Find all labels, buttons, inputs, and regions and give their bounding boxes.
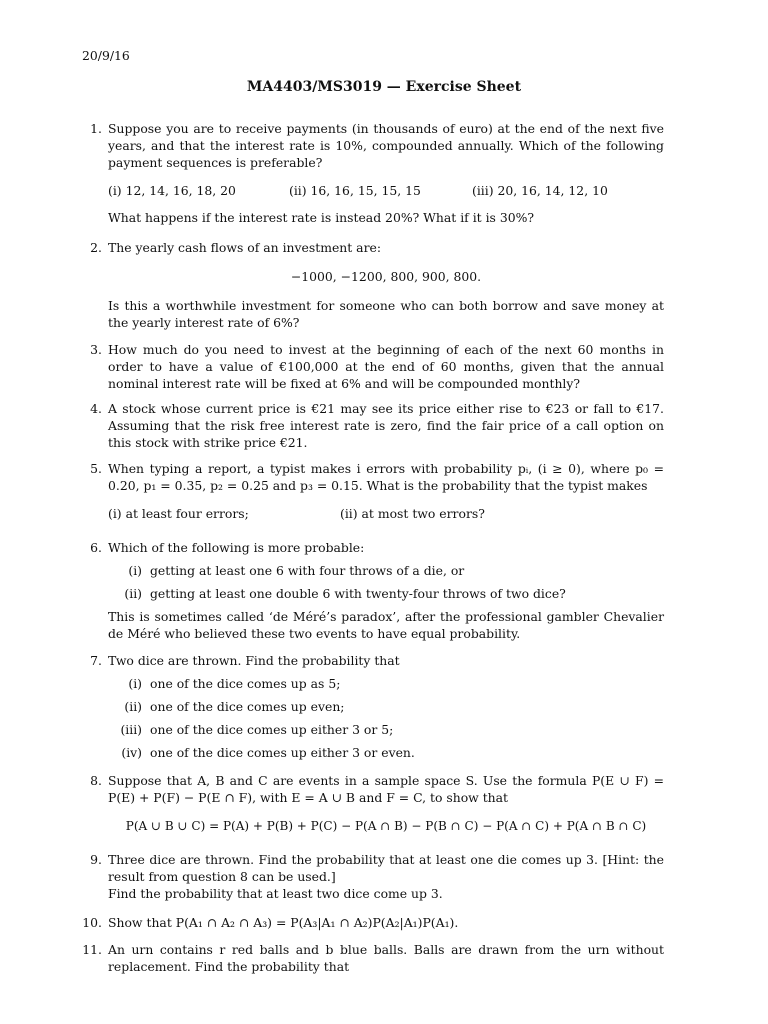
question-5: [82, 460, 664, 522]
question-number: 8.: [90, 773, 102, 788]
question-number: 4.: [90, 401, 102, 416]
question-followup: This is sometimes called ‘de Méré’s paradox’, after the professional gambler Chevalier de Méré who believed these two events to have equal probability.: [108, 609, 664, 641]
question-number: 11.: [82, 942, 102, 957]
sub-item: one of the dice comes up as 5;: [150, 676, 341, 691]
question-text: The yearly cash flows of an investment are:: [108, 240, 381, 255]
sub-label: (ii): [124, 586, 142, 601]
option-ii: (ii) at most two errors?: [340, 506, 485, 521]
question-number: 9.: [90, 852, 102, 867]
formula: P(A ∪ B ∪ C) = P(A) + P(B) + P(C) − P(A ∩ B) − P(B ∩ C) − P(A ∩ C) + P(A ∩ B ∩ C): [125, 819, 647, 833]
option-iii: (iii) 20, 16, 14, 12, 10: [472, 183, 608, 198]
sub-item: one of the dice comes up either 3 or 5;: [150, 722, 394, 737]
question-number: 2.: [90, 240, 102, 255]
sub-item: getting at least one 6 with four throws of a die, or: [150, 563, 465, 578]
cash-flows: −1000, −1200, 800, 900, 800.: [290, 269, 482, 284]
question-number: 6.: [90, 540, 102, 555]
question-4: [82, 400, 664, 451]
question-text: Three dice are thrown. Find the probability that at least one die comes up 3. [Hint: the result from question 8 can be used.]: [108, 852, 664, 884]
question-text: Which of the following is more probable:: [108, 540, 365, 555]
question-followup: Find the probability that at least two dice come up 3.: [108, 886, 443, 901]
sub-label: (i): [128, 563, 142, 578]
question-text: Show that P(A₁ ∩ A₂ ∩ A₃) = P(A₃|A₁ ∩ A₂)P(A₂|A₁)P(A₁).: [108, 915, 459, 930]
question-text: Two dice are thrown. Find the probability that: [108, 653, 400, 668]
option-ii: (ii) 16, 16, 15, 15, 15: [289, 183, 421, 198]
question-text: Suppose you are to receive payments (in thousands of euro) at the end of the next five years, and that the interest rate is 10%, compounded annually. Which of the following payment sequences is preferable?: [108, 121, 664, 170]
question-6: [82, 539, 664, 642]
question-number: 1.: [90, 121, 102, 136]
sub-label: (iv): [121, 745, 142, 760]
question-text: An urn contains r red balls and b blue balls. Balls are drawn from the urn without replacement. Find the probability that: [108, 942, 664, 974]
question-number: 10.: [82, 915, 102, 930]
question-10: [82, 914, 664, 931]
sub-item: one of the dice comes up either 3 or even.: [150, 745, 415, 760]
question-3: [82, 341, 664, 392]
question-8: [82, 772, 664, 847]
question-text: How much do you need to invest at the beginning of each of the next 60 months in order to have a value of €100,000 at the end of 60 months, given that the annual nominal interest rate will be fixed at 6% and will be compounded monthly?: [108, 342, 664, 391]
option-i: (i) 12, 14, 16, 18, 20: [108, 183, 236, 198]
question-text: When typing a report, a typist makes i errors with probability pᵢ, (i ≥ 0), where p₀ = 0.20, p₁ = 0.35, p₂ = 0.25 and p₃ = 0.15. What is the probability that the typist makes: [108, 461, 664, 493]
sub-label: (i): [128, 676, 142, 691]
question-text: Suppose that A, B and C are events in a sample space S. Use the formula P(E ∪ F) = P(E) + P(F) − P(E ∩ F), with E = A ∪ B and F = C, to show that: [108, 773, 664, 805]
question-7: [82, 652, 664, 761]
sub-label: (ii): [124, 699, 142, 714]
question-number: 7.: [90, 653, 102, 668]
question-followup: What happens if the interest rate is instead 20%? What if it is 30%?: [108, 210, 535, 225]
question-number: 3.: [90, 342, 102, 357]
option-i: (i) at least four errors;: [108, 506, 249, 521]
sub-item: getting at least one double 6 with twenty-four throws of two dice?: [150, 586, 566, 601]
sub-label: (iii): [120, 722, 142, 737]
question-text: A stock whose current price is €21 may see its price either rise to €23 or fall to €17. Assuming that the risk free interest rate is zero, find the fair price of a call option on this stock with strike price €21.: [108, 401, 664, 450]
sub-item: one of the dice comes up even;: [150, 699, 345, 714]
question-followup: Is this a worthwhile investment for someone who can both borrow and save money at the yearly interest rate of 6%?: [108, 298, 664, 330]
question-11: [82, 941, 664, 975]
page-title: MA4403/MS3019 — Exercise Sheet: [246, 79, 522, 95]
question-2: [82, 239, 664, 331]
date: 20/9/16: [82, 48, 130, 63]
question-1: [82, 120, 664, 226]
question-9: [82, 851, 664, 902]
question-number: 5.: [90, 461, 102, 476]
